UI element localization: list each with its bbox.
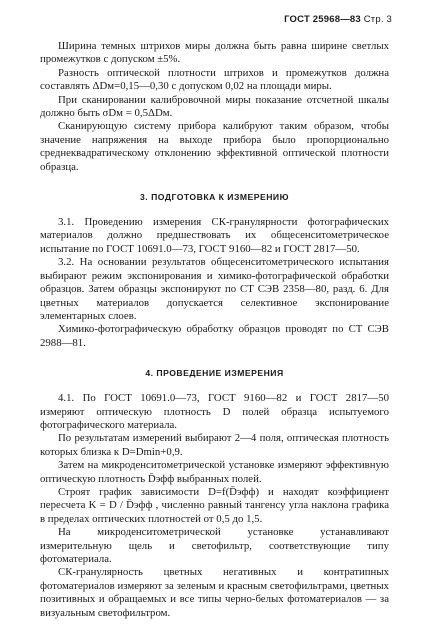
section-3-title: 3. ПОДГОТОВКА К ИЗМЕРЕНИЮ (140, 192, 289, 203)
paragraph-stroke-width: Ширина темных штрихов миры должна быть равна ширине светлых промежутков с допуском ±5%. (40, 40, 389, 66)
page-header (284, 14, 392, 25)
paragraph-3-2: 3.2. На основании результатов общесенситометрического испытания выбирают режим экспонирования и химико-фотографической обработки образцов. Затем образцы экспонируют по СТ СЭВ 2358—80, разд. 6. Для цветных материалов допускается селективное экспонирование элементарных слоев. (40, 256, 389, 322)
paragraph-scale-reading: При сканировании калибровочной миры показание отсчетной шкалы должно быть σDм = 0,5ΔDм. (40, 93, 389, 120)
paragraph-density-difference: Разность оптической плотности штрихов и промежутков должна составлять ΔDм=0,15—0,30 с допуском 0,02 на площади миры. (40, 66, 389, 93)
paragraph-3-1: 3.1. Проведению измерения СК-гранулярности фотографических материалов должно предшествовать их общесенситометрическое испытание по ГОСТ 10691.0—73, ГОСТ 9160—82 и ГОСТ 2817—50. (40, 216, 389, 255)
paragraph-4-graph: Строят график зависимости D=f(D̄эфф) и находят коэффициент пересчета K = D / D̄эфф , численно равный тангенсу угла наклона графика в пределах оптических плотностей от 0,5 до 1,5. (40, 485, 389, 525)
paragraph-4-slit: На микроденситометрической установке устанавливают измерительную щель и светофильтр, соответствующие типу фотоматериала. (40, 526, 389, 565)
paragraph-4-fields: По результатам измерений выбирают 2—4 поля, оптическая плотность которых близка к D=Dmin+0,9. (40, 432, 389, 458)
section-4-title: 4. ПРОВЕДЕНИЕ ИЗМЕРЕНИЯ (145, 368, 284, 379)
page-number: Стр. 3 (363, 14, 392, 25)
paragraph-calibration: Сканирующую систему прибора калибруют таким образом, чтобы значение напряжения на выходе прибора было пропорционально среднеквадратическому отклонению эффективной оптической плотности образца. (40, 120, 389, 173)
paragraph-4-filters: СК-гранулярность цветных негативных и контратипных фотоматериалов измеряют за зеленым и красным светофильтрами, цветных позитивных и обращаемых и все типы черно-белых фотоматериалов — за визуальным светофильтром. (40, 566, 389, 619)
document-body (40, 40, 389, 620)
paragraph-4-effective-density: Затем на микроденситометрической установке измеряют эффективную оптическую плотность D̄эфф выбранных полей. (40, 459, 389, 485)
paragraph-4-1: 4.1. По ГОСТ 10691.0—73, ГОСТ 9160—82 и ГОСТ 2817—50 измеряют оптическую плотность D полей образца испытуемого фотографического материала. (40, 392, 389, 431)
standard-number: ГОСТ 25968—83 (284, 14, 361, 25)
paragraph-3-processing: Химико-фотографическую обработку образцов проводят по СТ СЭВ 2988—81. (40, 323, 389, 349)
